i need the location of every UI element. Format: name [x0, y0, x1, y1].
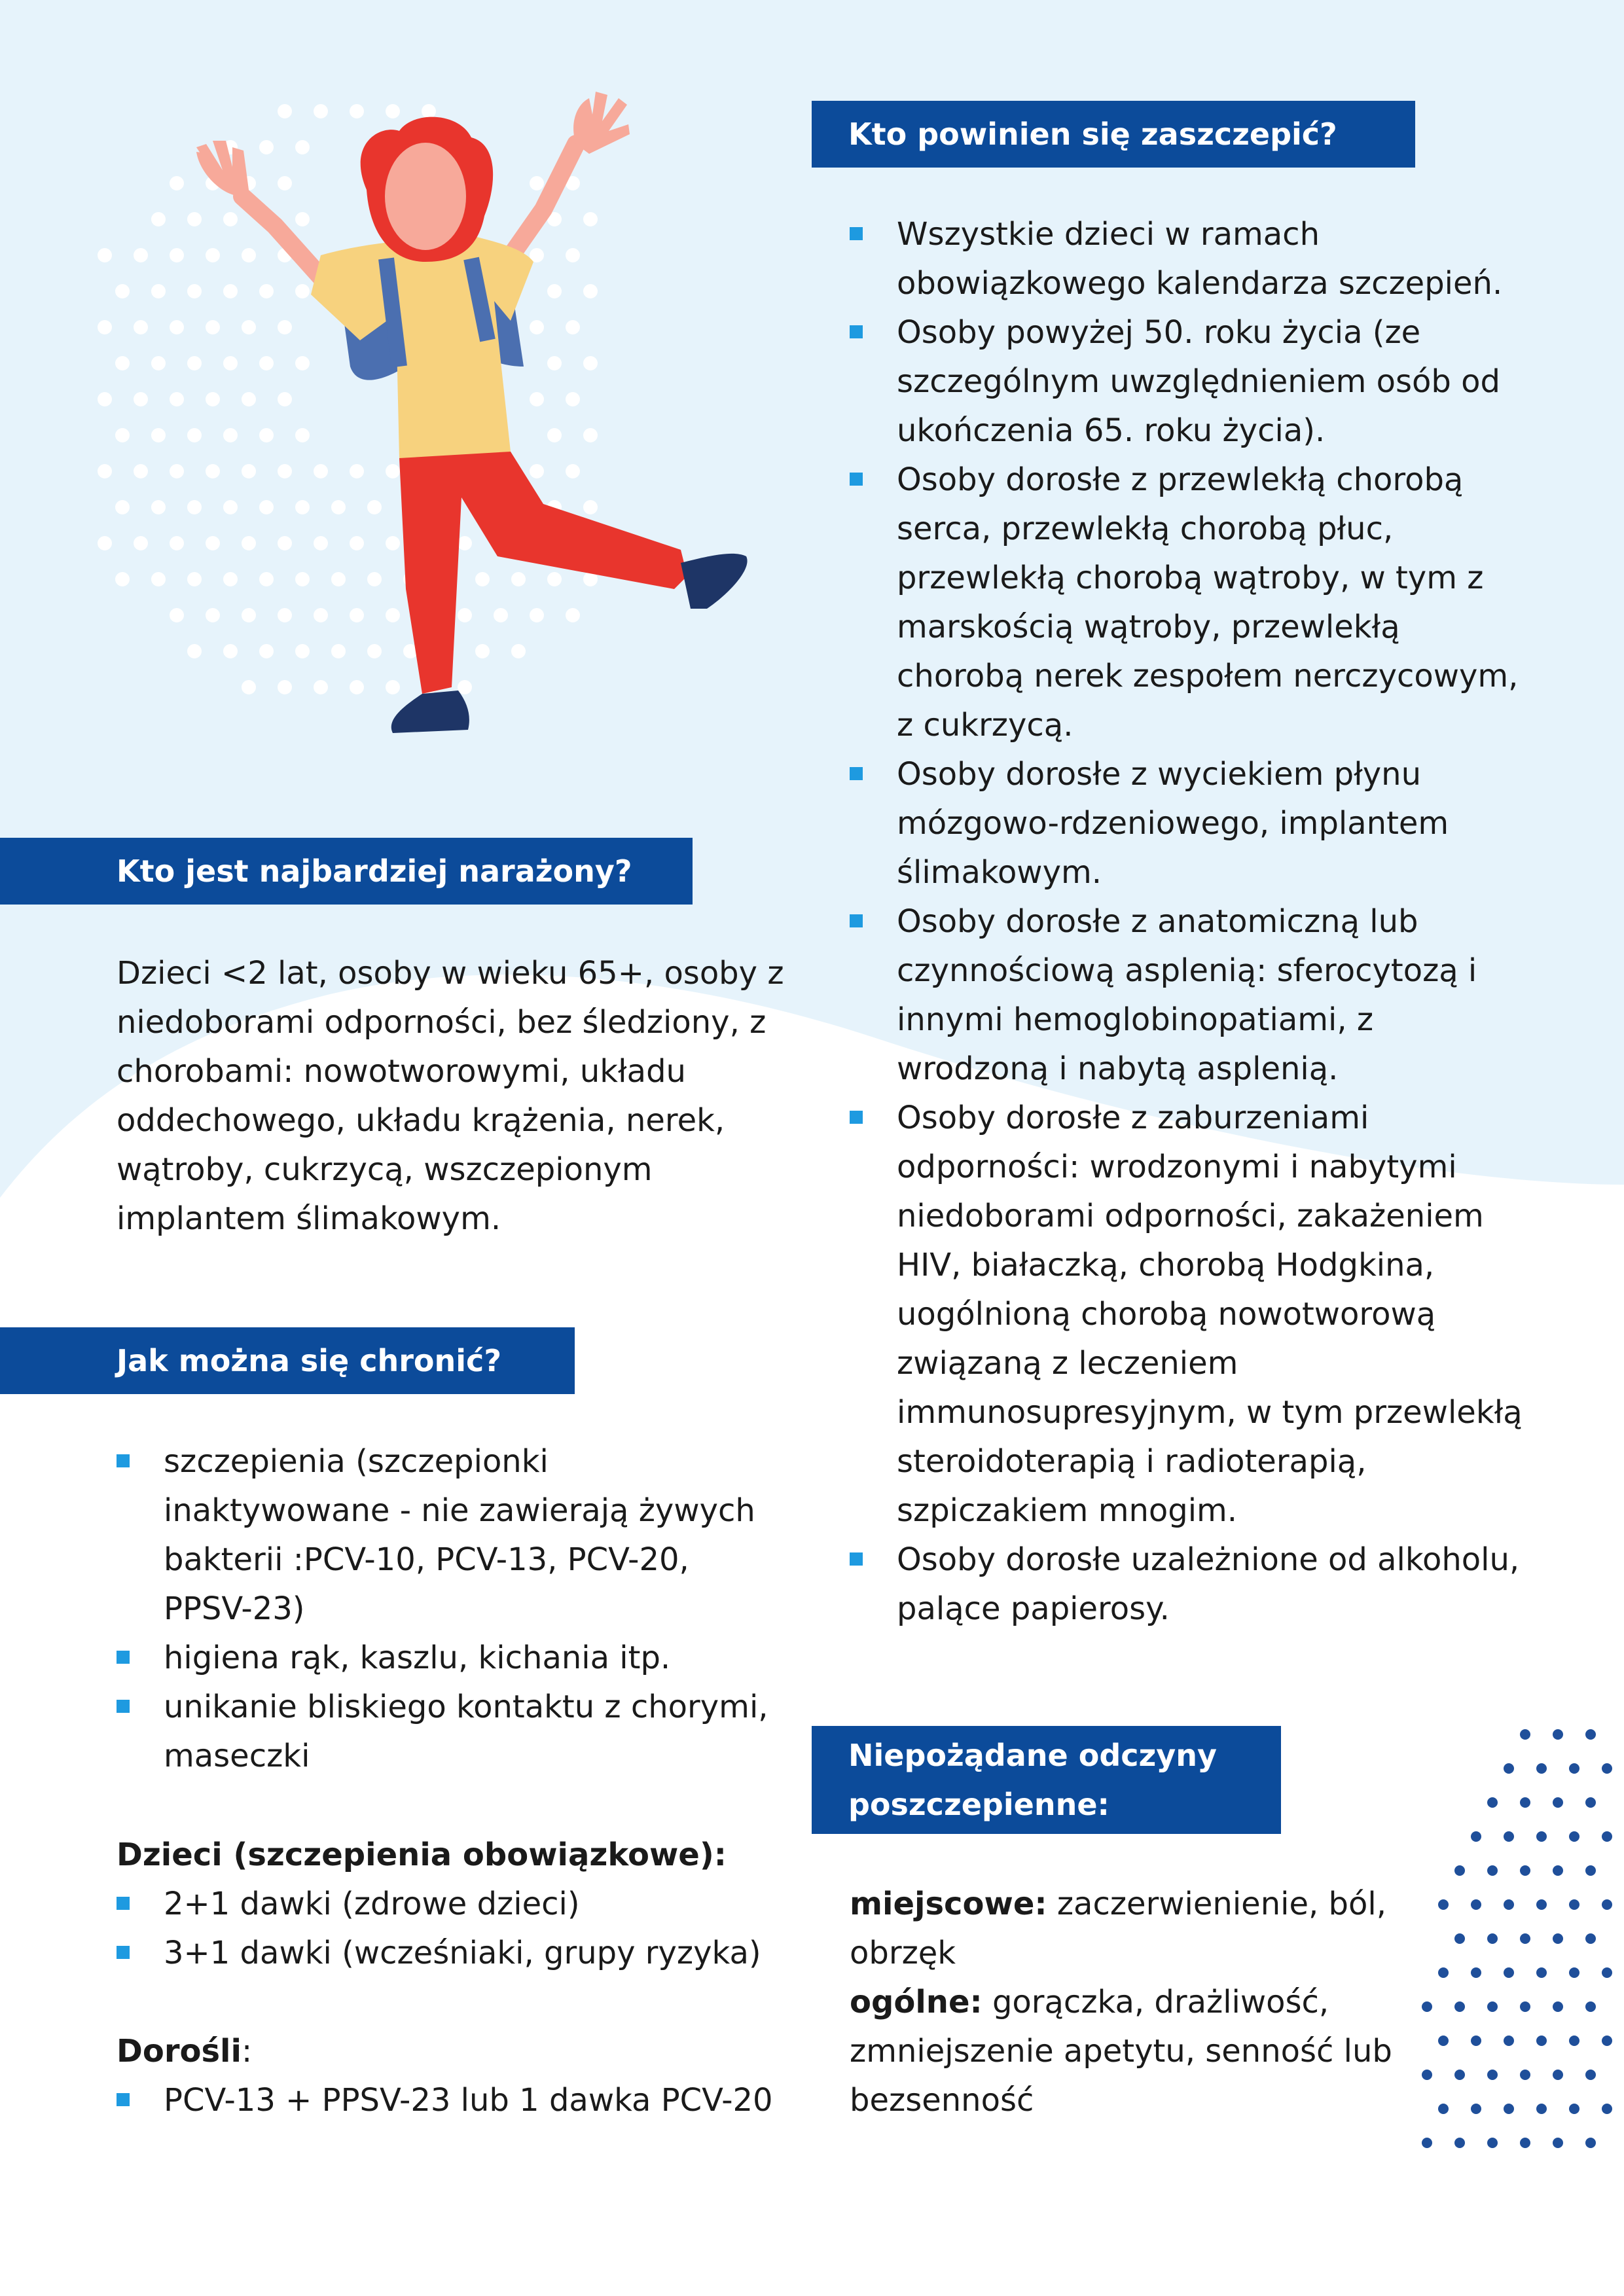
- decor-dot: [259, 644, 274, 658]
- decor-dot: [170, 536, 184, 550]
- decor-dot: [1602, 2036, 1612, 2046]
- decor-dot: [134, 536, 148, 550]
- decor-dot: [1520, 1797, 1530, 1808]
- decor-dot: [295, 500, 310, 514]
- decor-dot: [151, 212, 166, 226]
- decor-dot: [1487, 1797, 1498, 1808]
- decor-dot: [170, 392, 184, 406]
- decor-dot: [242, 536, 256, 550]
- list-item: Osoby dorosłe z zaburzeniami odporności: wrodzonymi i nabytymi niedoborami odporności, zakażeniem HIV, białaczką, chorobą Hodgkina, uogólnioną chorobą nowotworową związaną z leczeniem immunosupresyjnym, w tym przewlekłą steroidoterapią i radioterapią, szpiczakiem mnogim.: [850, 1094, 1530, 1535]
- decor-dot: [367, 644, 382, 658]
- list-item: PCV-13 + PPSV-23 lub 1 dawka PCV-20: [117, 2076, 837, 2125]
- decor-dot: [350, 104, 364, 118]
- decor-dot: [1504, 1967, 1514, 1978]
- decor-dot: [151, 428, 166, 442]
- decor-dot: [170, 320, 184, 334]
- protect-header: Jak można się chronić?: [0, 1327, 575, 1394]
- decor-dot: [458, 608, 472, 622]
- decor-dot: [1422, 2001, 1432, 2012]
- decor-dot: [170, 176, 184, 190]
- decor-dot: [583, 500, 598, 514]
- decor-dot: [1438, 2104, 1449, 2114]
- decor-dot: [278, 176, 292, 190]
- list-item: Osoby powyżej 50. roku życia (ze szczególnym uwzględnieniem osób od ukończenia 65. roku życia).: [850, 308, 1530, 456]
- decor-dot: [1422, 2070, 1432, 2080]
- decor-dot: [1553, 1729, 1563, 1740]
- decor-dot: [1438, 2036, 1449, 2046]
- decor-dot: [1569, 1831, 1579, 1842]
- decor-dot: [206, 464, 220, 478]
- decor-dot: [1520, 1933, 1530, 1944]
- decor-dot: [115, 500, 130, 514]
- decor-dot: [494, 608, 508, 622]
- decor-dot: [422, 104, 436, 118]
- decor-dot: [98, 392, 112, 406]
- decor-dot: [134, 464, 148, 478]
- decor-dot: [115, 428, 130, 442]
- adults-title-wrap: [117, 2027, 252, 2076]
- decor-dot: [1585, 2138, 1596, 2148]
- decor-dot: [1471, 1831, 1481, 1842]
- decor-dot: [242, 464, 256, 478]
- decor-dot: [242, 320, 256, 334]
- decor-dot: [187, 644, 202, 658]
- decor-dot: [278, 392, 292, 406]
- decor-dot: [1520, 1865, 1530, 1876]
- adverse-header: Niepożądane odczyny poszczepienne:: [812, 1726, 1281, 1834]
- decor-dot: [1520, 1729, 1530, 1740]
- decor-dot: [1487, 1933, 1498, 1944]
- decor-dot: [1504, 1899, 1514, 1910]
- decor-dot: [259, 140, 274, 154]
- decor-dot: [187, 356, 202, 370]
- list-item: Wszystkie dzieci w ramach obowiązkowego kalendarza szczepień.: [850, 210, 1530, 308]
- dot-pattern-decoration: [1401, 1715, 1624, 2186]
- decor-dot: [566, 248, 580, 262]
- decor-dot: [1454, 2001, 1465, 2012]
- decor-dot: [1471, 2104, 1481, 2114]
- list-item: Osoby dorosłe z przewlekłą chorobą serca, przewlekłą chorobą płuc, przewlekłą chorobą wątroby, w tym z marskością wątroby, przewlekłą chorobą nerek zespołem nerczycowym, z cukrzycą.: [850, 456, 1530, 750]
- decor-dot: [1454, 2070, 1465, 2080]
- list-item: 3+1 dawki (wcześniaki, grupy ryzyka): [117, 1929, 810, 1978]
- decor-dot: [295, 572, 310, 586]
- decor-dot: [242, 248, 256, 262]
- decor-dot: [278, 464, 292, 478]
- decor-dot: [1585, 1797, 1596, 1808]
- most-exposed-header: Kto jest najbardziej narażony?: [0, 838, 693, 905]
- list-item: 2+1 dawki (zdrowe dzieci): [117, 1880, 810, 1929]
- decor-dot: [206, 392, 220, 406]
- decor-dot: [547, 284, 562, 298]
- decor-dot: [566, 464, 580, 478]
- decor-dot: [223, 212, 238, 226]
- list-item: Osoby dorosłe uzależnione od alkoholu, palące papierosy.: [850, 1535, 1530, 1634]
- decor-dot: [295, 644, 310, 658]
- decor-dot: [1536, 1831, 1547, 1842]
- children-list: [117, 1880, 810, 1978]
- decor-dot: [295, 212, 310, 226]
- decor-dot: [223, 428, 238, 442]
- decor-dot: [1602, 1763, 1612, 1774]
- adults-colon: :: [241, 2033, 253, 2070]
- decor-dot: [151, 284, 166, 298]
- decor-dot: [206, 608, 220, 622]
- decor-dot: [314, 104, 328, 118]
- decor-dot: [583, 212, 598, 226]
- decor-dot: [1553, 2070, 1563, 2080]
- decor-dot: [331, 500, 346, 514]
- decor-dot: [1585, 2001, 1596, 2012]
- decor-dot: [547, 428, 562, 442]
- decor-dot: [1536, 2104, 1547, 2114]
- decor-dot: [278, 608, 292, 622]
- decor-dot: [206, 320, 220, 334]
- decor-dot: [350, 464, 364, 478]
- decor-dot: [1454, 1933, 1465, 1944]
- adverse-local-label: miejscowe:: [850, 1886, 1047, 1922]
- decor-dot: [1553, 1865, 1563, 1876]
- decor-dot: [223, 284, 238, 298]
- decor-dot: [530, 392, 544, 406]
- decor-dot: [187, 212, 202, 226]
- list-item: higiena rąk, kaszlu, kichania itp.: [117, 1634, 771, 1683]
- decor-dot: [1438, 1967, 1449, 1978]
- decor-dot: [187, 500, 202, 514]
- decor-dot: [1585, 1729, 1596, 1740]
- decor-dot: [115, 356, 130, 370]
- decor-dot: [151, 572, 166, 586]
- decor-dot: [530, 176, 544, 190]
- decor-dot: [1454, 1865, 1465, 1876]
- decor-dot: [170, 464, 184, 478]
- adverse-local-text: zaczerwienienie, ból, obrzęk: [850, 1886, 1386, 1971]
- list-item: Osoby dorosłe z anatomiczną lub czynnościową asplenią: sferocytozą i innymi hemoglobinopatiami, z wrodzoną i nabytą asplenią.: [850, 897, 1530, 1094]
- decor-dot: [1585, 1933, 1596, 1944]
- decor-dot: [314, 680, 328, 694]
- decor-dot: [1553, 2138, 1563, 2148]
- decor-dot: [386, 104, 400, 118]
- decor-dot: [278, 536, 292, 550]
- decor-dot: [1585, 1865, 1596, 1876]
- decor-dot: [223, 572, 238, 586]
- decor-dot: [170, 248, 184, 262]
- decor-dot: [583, 428, 598, 442]
- decor-dot: [259, 572, 274, 586]
- decor-dot: [1422, 2138, 1432, 2148]
- decor-dot: [1504, 2104, 1514, 2114]
- decor-dot: [314, 536, 328, 550]
- decor-dot: [1536, 2036, 1547, 2046]
- decor-dot: [1569, 1967, 1579, 1978]
- decor-dot: [1569, 1763, 1579, 1774]
- decor-dot: [386, 536, 400, 550]
- decor-dot: [242, 392, 256, 406]
- decor-dot: [1438, 1899, 1449, 1910]
- decor-dot: [1536, 1763, 1547, 1774]
- decor-dot: [98, 320, 112, 334]
- children-title: Dzieci (szczepienia obowiązkowe):: [117, 1837, 727, 1873]
- decor-dot: [314, 464, 328, 478]
- decor-dot: [170, 608, 184, 622]
- adverse-general: [850, 1978, 1491, 2125]
- decor-dot: [458, 536, 472, 550]
- decor-dot: [115, 572, 130, 586]
- decor-dot: [278, 320, 292, 334]
- decor-dot: [98, 248, 112, 262]
- decor-dot: [530, 464, 544, 478]
- decor-dot: [386, 608, 400, 622]
- decor-dot: [259, 428, 274, 442]
- most-exposed-text: Dzieci <2 lat, osoby w wieku 65+, osoby z niedoborami odporności, bez śledziony, z chorobami: nowotworowymi, układu oddechowego, układu krążenia, nerek, wątroby, cukrzycą, wszczepionym implantem ślimakowym.: [117, 955, 784, 1237]
- decor-dot: [187, 284, 202, 298]
- decor-dot: [1471, 1899, 1481, 1910]
- decor-dot: [511, 644, 526, 658]
- decor-dot: [1569, 2036, 1579, 2046]
- decor-dot: [1520, 2001, 1530, 2012]
- decor-dot: [134, 248, 148, 262]
- decor-dot: [98, 536, 112, 550]
- decor-dot: [151, 356, 166, 370]
- decor-dot: [1520, 2070, 1530, 2080]
- decor-dot: [475, 572, 490, 586]
- decor-dot: [223, 500, 238, 514]
- decor-dot: [1487, 2138, 1498, 2148]
- decor-dot: [566, 608, 580, 622]
- decor-dot: [1471, 1967, 1481, 1978]
- decor-dot: [547, 356, 562, 370]
- decor-dot: [331, 572, 346, 586]
- decor-dot: [1487, 2070, 1498, 2080]
- decor-dot: [331, 644, 346, 658]
- decor-dot: [547, 572, 562, 586]
- decor-dot: [242, 608, 256, 622]
- decor-dot: [134, 320, 148, 334]
- decor-dot: [386, 680, 400, 694]
- decor-dot: [187, 428, 202, 442]
- decor-dot: [367, 572, 382, 586]
- decor-dot: [1553, 1797, 1563, 1808]
- decor-dot: [314, 608, 328, 622]
- protect-list: [117, 1437, 771, 1781]
- decor-dot: [367, 500, 382, 514]
- decor-dot: [1536, 1967, 1547, 1978]
- list-item: unikanie bliskiego kontaktu z chorymi, maseczki: [117, 1683, 771, 1781]
- decor-dot: [350, 536, 364, 550]
- decor-dot: [242, 680, 256, 694]
- decor-dot: [187, 572, 202, 586]
- decor-dot: [1504, 2036, 1514, 2046]
- decor-dot: [295, 284, 310, 298]
- adults-list: [117, 2076, 837, 2125]
- decor-dot: [98, 464, 112, 478]
- decor-dot: [1487, 2001, 1498, 2012]
- decor-dot: [1487, 1865, 1498, 1876]
- decor-dot: [386, 464, 400, 478]
- decor-dot: [1602, 1899, 1612, 1910]
- decor-dot: [295, 140, 310, 154]
- decor-dot: [566, 320, 580, 334]
- who-vaccinate-header: Kto powinien się zaszczepić?: [812, 101, 1415, 168]
- decor-dot: [1553, 1933, 1563, 1944]
- decor-dot: [206, 536, 220, 550]
- list-item: szczepienia (szczepionki inaktywowane - nie zawierają żywych bakterii :PCV-10, PCV-13, PCV-20, PPSV-23): [117, 1437, 771, 1634]
- decor-dot: [530, 320, 544, 334]
- adults-title: Dorośli: [117, 2033, 242, 2070]
- adverse-general-text: gorączka, drażliwość, zmniejszenie apetytu, senność lub bezsenność: [850, 1984, 1392, 2119]
- decor-dot: [350, 608, 364, 622]
- decor-dot: [1585, 2070, 1596, 2080]
- decor-dot: [1569, 2104, 1579, 2114]
- decor-dot: [1602, 1967, 1612, 1978]
- decor-dot: [1536, 1899, 1547, 1910]
- decor-dot: [1504, 1831, 1514, 1842]
- decor-dot: [530, 608, 544, 622]
- adverse-local: [850, 1880, 1439, 1978]
- decor-dot: [350, 680, 364, 694]
- list-item: Osoby dorosłe z wyciekiem płynu mózgowo-rdzeniowego, implantem ślimakowym.: [850, 750, 1530, 897]
- decor-dot: [1602, 2104, 1612, 2114]
- decor-dot: [566, 392, 580, 406]
- decor-dot: [259, 500, 274, 514]
- decor-dot: [134, 392, 148, 406]
- decor-dot: [206, 248, 220, 262]
- child-illustration: [52, 79, 785, 812]
- decor-dot: [295, 356, 310, 370]
- decor-dot: [223, 644, 238, 658]
- decor-dot: [1471, 2036, 1481, 2046]
- decor-dot: [259, 356, 274, 370]
- decor-dot: [458, 680, 472, 694]
- decor-dot: [475, 644, 490, 658]
- decor-dot: [1454, 2138, 1465, 2148]
- decor-dot: [295, 428, 310, 442]
- decor-dot: [278, 680, 292, 694]
- decor-dot: [1602, 1831, 1612, 1842]
- decor-dot: [259, 284, 274, 298]
- decor-dot: [151, 500, 166, 514]
- decor-dot: [278, 104, 292, 118]
- who-vaccinate-list: [850, 210, 1530, 1634]
- decor-dot: [583, 284, 598, 298]
- decor-dot: [1569, 1899, 1579, 1910]
- adverse-general-label: ogólne:: [850, 1984, 983, 2020]
- decor-dot: [1504, 1763, 1514, 1774]
- decor-dot: [115, 284, 130, 298]
- decor-dot: [511, 572, 526, 586]
- decor-dot: [583, 356, 598, 370]
- decor-dot: [1553, 2001, 1563, 2012]
- decor-dot: [223, 356, 238, 370]
- decor-dot: [1520, 2138, 1530, 2148]
